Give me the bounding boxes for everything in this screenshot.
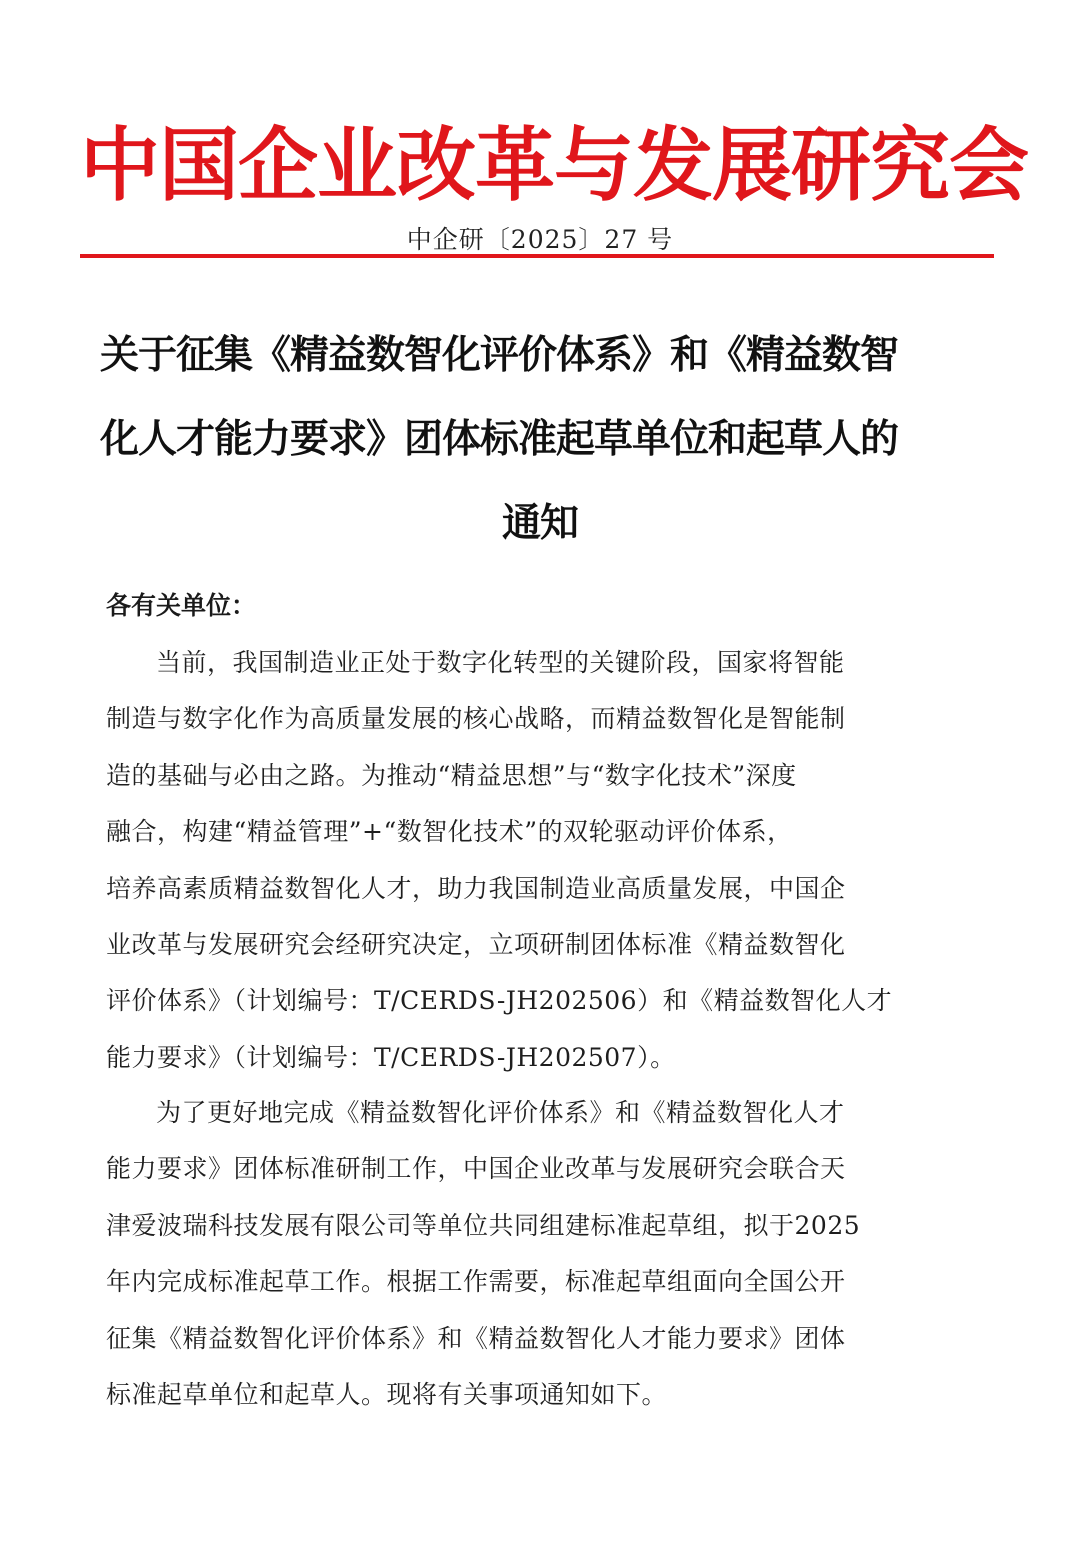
document-number: 中企研〔2025〕27 号 — [406, 225, 674, 254]
paragraph-2 — [106, 1085, 972, 1423]
text-line: 年内完成标准起草工作。根据工作需要，标准起草组面向全国公开 — [106, 1267, 846, 1297]
paragraph-1 — [106, 635, 972, 1086]
salutation: 各有关单位： — [106, 591, 257, 620]
red-divider-rule — [80, 254, 994, 258]
text-line: 当前，我国制造业正处于数字化转型的关键阶段，国家将智能 — [156, 648, 845, 677]
text-line: 评价体系》（计划编号：T/CERDS-JH202506）和《精益数智化人才 — [106, 986, 893, 1016]
text-line: 业改革与发展研究会经研究决定，立项研制团体标准《精益数智化 — [106, 929, 846, 959]
text-line: 制造与数字化作为高质量发展的核心战略，而精益数智化是智能制 — [106, 704, 846, 734]
title-line: 化人才能力要求》团体标准起草单位和起草人的 — [100, 417, 899, 462]
notice-title — [100, 318, 980, 570]
text-line: 能力要求》（计划编号：T/CERDS-JH202507）。 — [106, 1042, 676, 1072]
text-line: 为了更好地完成《精益数智化评价体系》和《精益数智化人才 — [156, 1098, 845, 1127]
text-line: 造的基础与必由之路。为推动“精益思想”与“数字化技术”深度 — [106, 760, 797, 790]
text-line: 融合，构建“精益管理”+“数智化技术”的双轮驱动评价体系， — [106, 817, 793, 847]
text-line: 征集《精益数智化评价体系》和《精益数智化人才能力要求》团体 — [106, 1323, 846, 1353]
text-line: 津爱波瑞科技发展有限公司等单位共同组建标准起草组，拟于2025 — [106, 1210, 861, 1240]
text-line: 标准起草单位和起草人。现将有关事项通知如下。 — [106, 1379, 668, 1409]
text-line: 培养高素质精益数智化人才，助力我国制造业高质量发展，中国企 — [106, 873, 846, 903]
title-line: 通知 — [501, 501, 578, 546]
organization-header: 中国企业改革与发展研究会 — [80, 119, 1028, 212]
title-line: 关于征集《精益数智化评价体系》和《精益数智 — [100, 333, 899, 378]
text-line: 能力要求》团体标准研制工作，中国企业改革与发展研究会联合天 — [106, 1154, 846, 1184]
